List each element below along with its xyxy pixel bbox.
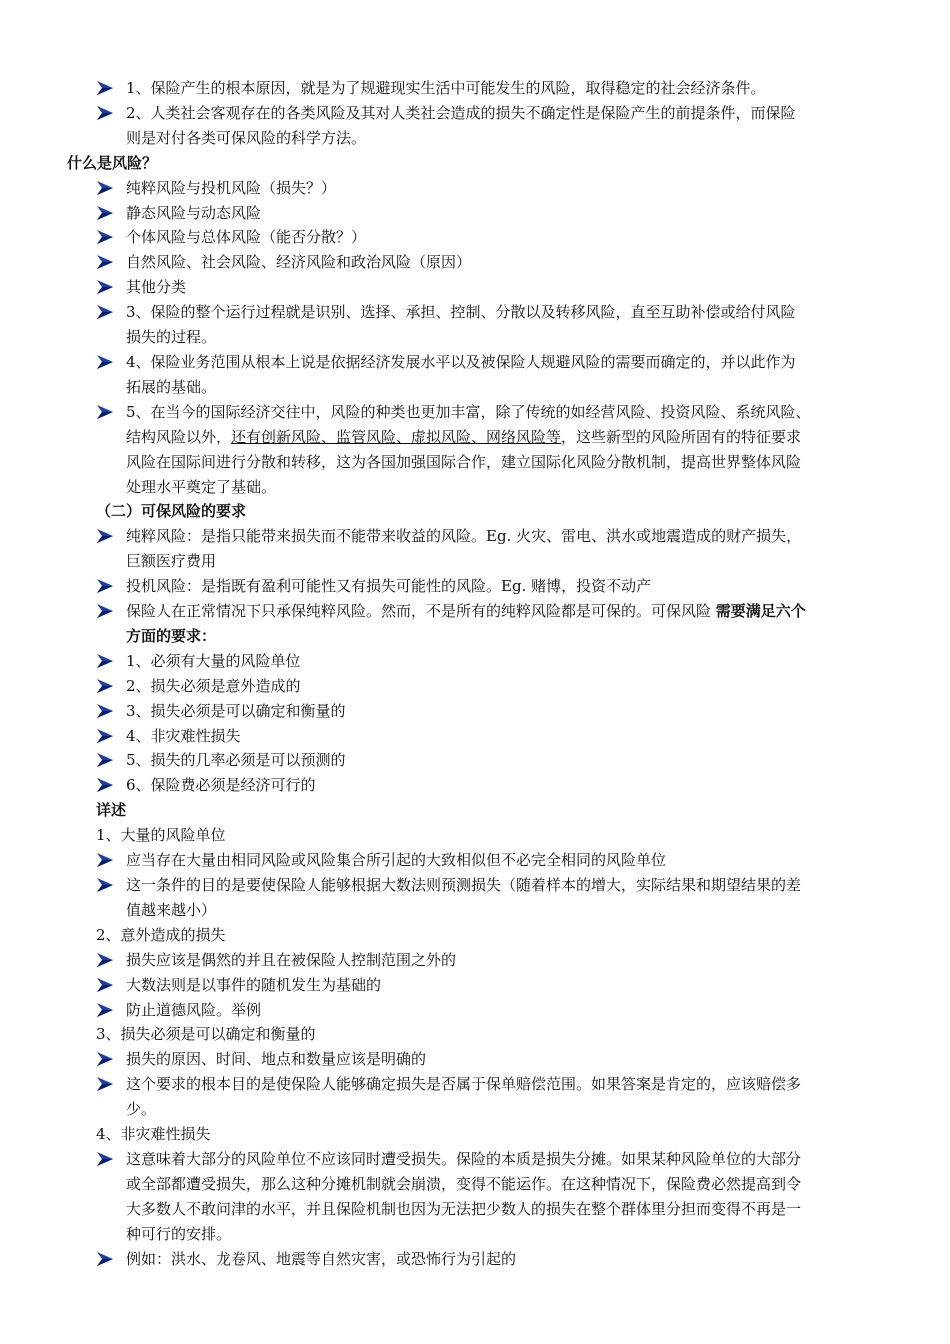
line-text: 2、意外造成的损失 bbox=[96, 925, 226, 944]
arrowhead-bullet-icon bbox=[96, 777, 114, 793]
bullet-line bbox=[0, 250, 950, 275]
line-text: 保险人在正常情况下只承保纯粹风险。然而，不是所有的纯粹风险都是可保的。可保风险 bbox=[126, 602, 716, 621]
arrowhead-bullet-icon bbox=[96, 180, 114, 196]
numbered-subheading bbox=[0, 923, 950, 948]
bullet-line bbox=[0, 101, 950, 126]
line-text: 拓展的基础。 bbox=[126, 377, 217, 396]
line-text: 3、损失必须是可以确定和衡量的 bbox=[126, 701, 346, 720]
bullet-line bbox=[0, 275, 950, 300]
underlined-text: 还有创新风险、监管风险、虚拟风险、网络风险等 bbox=[231, 427, 562, 446]
line-text: 结构风险以外， bbox=[126, 427, 232, 446]
bullet-line bbox=[0, 599, 950, 624]
bullet-line bbox=[0, 848, 950, 873]
bullet-line bbox=[0, 201, 950, 226]
arrowhead-bullet-icon bbox=[96, 1251, 114, 1267]
bullet-line bbox=[0, 773, 950, 798]
line-text: 自然风险、社会风险、经济风险和政治风险（原因） bbox=[126, 253, 472, 272]
bullet-line bbox=[0, 649, 950, 674]
arrowhead-bullet-icon bbox=[96, 1051, 114, 1067]
numbered-subheading bbox=[0, 1122, 950, 1147]
line-text: 3、保险的整个运行过程就是识别、选择、承担、控制、分散以及转移风险，直至互助补偿或给付风险 bbox=[126, 303, 796, 322]
line-text: 大数法则是以事件的随机发生为基础的 bbox=[126, 975, 382, 994]
line-text: 投机风险：是指既有盈利可能性又有损失可能性的风险。Eg. 赌博，投资不动产 bbox=[126, 577, 652, 596]
line-text: 4、保险业务范围从根本上说是依据经济发展水平以及被保险人规避风险的需要而确定的，并以此作为 bbox=[126, 352, 796, 371]
continuation-line bbox=[0, 450, 950, 475]
line-text: 损失的原因、时间、地点和数量应该是明确的 bbox=[126, 1050, 427, 1069]
line-text: 少。 bbox=[126, 1100, 157, 1119]
line-text: 1、大量的风险单位 bbox=[96, 826, 226, 845]
continuation-line bbox=[0, 1222, 950, 1247]
continuation-line bbox=[0, 475, 950, 500]
line-text: 这一条件的目的是要使保险人能够根据大数法则预测损失（随着样本的增大，实际结果和期望结果的差 bbox=[126, 876, 802, 894]
bullet-line bbox=[0, 1047, 950, 1072]
bullet-line bbox=[0, 225, 950, 250]
bullet-line bbox=[0, 176, 950, 201]
line-text: 其他分类 bbox=[126, 278, 187, 297]
line-text: 5、损失的几率必须是可以预测的 bbox=[126, 751, 346, 770]
line-text: 1、必须有大量的风险单位 bbox=[126, 651, 301, 670]
line-text: 损失应该是偶然的并且在被保险人控制范围之外的 bbox=[126, 950, 457, 969]
line-text: 风险在国际间进行分散和转移，这为各国加强国际合作，建立国际化风险分散机制，提高世界整体风险 bbox=[126, 452, 802, 471]
numbered-subheading bbox=[0, 823, 950, 848]
bold-text: 需要满足六个 bbox=[715, 602, 806, 621]
line-text: 这意味着大部分的风险单位不应该同时遭受损失。保险的本质是损失分摊。如果某种风险单位的大部分 bbox=[126, 1149, 802, 1168]
arrowhead-bullet-icon bbox=[96, 279, 114, 295]
arrowhead-bullet-icon bbox=[96, 1002, 114, 1018]
line-text: 值越来越小） bbox=[126, 900, 217, 919]
bullet-line bbox=[0, 1147, 950, 1172]
continuation-line bbox=[0, 425, 950, 450]
bullet-line bbox=[0, 524, 950, 549]
line-text: 4、非灾难性损失 bbox=[96, 1125, 211, 1144]
line-text: 4、非灾难性损失 bbox=[126, 726, 241, 745]
continuation-line bbox=[0, 1097, 950, 1122]
arrowhead-bullet-icon bbox=[96, 354, 114, 370]
continuation-line bbox=[0, 624, 950, 649]
bullet-line bbox=[0, 998, 950, 1023]
line-text: 大多数人不敢问津的水平，并且保险机制也因为无法把少数人的损失在整个群体里分担而变得不再是一 bbox=[126, 1199, 802, 1218]
arrowhead-bullet-icon bbox=[96, 229, 114, 245]
document-body bbox=[0, 76, 950, 1272]
arrowhead-bullet-icon bbox=[96, 952, 114, 968]
continuation-line bbox=[0, 325, 950, 350]
bullet-line bbox=[0, 400, 950, 425]
arrowhead-bullet-icon bbox=[96, 80, 114, 96]
arrowhead-bullet-icon bbox=[96, 703, 114, 719]
line-text: 处理水平奠定了基础。 bbox=[126, 477, 277, 496]
continuation-line bbox=[0, 898, 950, 923]
bullet-line bbox=[0, 873, 950, 898]
line-text: （二）可保风险的要求 bbox=[96, 502, 247, 521]
line-text: 详述 bbox=[96, 801, 127, 820]
bullet-line bbox=[0, 574, 950, 599]
section-heading bbox=[0, 151, 950, 176]
bullet-line bbox=[0, 1247, 950, 1272]
continuation-line bbox=[0, 375, 950, 400]
line-text: 纯粹风险：是指只能带来损失而不能带来收益的风险。Eg. 火灾、雷电、洪水或地震造成的财产损失， bbox=[126, 527, 802, 546]
arrowhead-bullet-icon bbox=[96, 877, 114, 893]
continuation-line bbox=[0, 126, 950, 151]
section-heading bbox=[0, 798, 950, 823]
bullet-line bbox=[0, 973, 950, 998]
bullet-line bbox=[0, 748, 950, 773]
bold-text: 方面的要求： bbox=[126, 626, 217, 645]
bullet-line bbox=[0, 724, 950, 749]
line-text: 个体风险与总体风险（能否分散？） bbox=[126, 228, 367, 247]
arrowhead-bullet-icon bbox=[96, 852, 114, 868]
line-text: 静态风险与动态风险 bbox=[126, 203, 262, 222]
arrowhead-bullet-icon bbox=[96, 254, 114, 270]
arrowhead-bullet-icon bbox=[96, 528, 114, 544]
bullet-line bbox=[0, 1072, 950, 1097]
line-text: 6、保险费必须是经济可行的 bbox=[126, 776, 316, 795]
continuation-line bbox=[0, 1197, 950, 1222]
line-text: 巨额医疗费用 bbox=[126, 552, 217, 571]
line-text: 这个要求的根本目的是使保险人能够确定损失是否属于保单赔偿范围。如果答案是肯定的，应该赔偿多 bbox=[126, 1075, 802, 1094]
line-text: 应当存在大量由相同风险或风险集合所引起的大致相似但不必完全相同的风险单位 bbox=[126, 851, 667, 870]
line-text: 损失的过程。 bbox=[126, 328, 217, 347]
arrowhead-bullet-icon bbox=[96, 205, 114, 221]
line-text: 纯粹风险与投机风险（损失？） bbox=[126, 178, 337, 197]
line-text: 3、损失必须是可以确定和衡量的 bbox=[96, 1025, 316, 1044]
arrowhead-bullet-icon bbox=[96, 752, 114, 768]
arrowhead-bullet-icon bbox=[96, 728, 114, 744]
numbered-subheading bbox=[0, 1022, 950, 1047]
line-text: 防止道德风险。举例 bbox=[126, 1000, 262, 1019]
arrowhead-bullet-icon bbox=[96, 1076, 114, 1092]
arrowhead-bullet-icon bbox=[96, 977, 114, 993]
line-text: ，这些新型的风险所固有的特征要求 bbox=[561, 427, 802, 446]
bullet-line bbox=[0, 350, 950, 375]
arrowhead-bullet-icon bbox=[96, 304, 114, 320]
arrowhead-bullet-icon bbox=[96, 578, 114, 594]
arrowhead-bullet-icon bbox=[96, 603, 114, 619]
bullet-line bbox=[0, 674, 950, 699]
continuation-line bbox=[0, 1172, 950, 1197]
line-text: 1、保险产生的根本原因，就是为了规避现实生活中可能发生的风险，取得稳定的社会经济条件。 bbox=[126, 79, 766, 97]
line-text: 什么是风险？ bbox=[67, 153, 158, 172]
arrowhead-bullet-icon bbox=[96, 678, 114, 694]
continuation-line bbox=[0, 549, 950, 574]
bullet-line bbox=[0, 948, 950, 973]
section-heading bbox=[0, 499, 950, 524]
arrowhead-bullet-icon bbox=[96, 404, 114, 420]
line-text: 2、损失必须是意外造成的 bbox=[126, 676, 301, 695]
line-text: 例如：洪水、龙卷风、地震等自然灾害，或恐怖行为引起的 bbox=[126, 1249, 517, 1268]
arrowhead-bullet-icon bbox=[96, 1151, 114, 1167]
line-text: 或全部都遭受损失，那么这种分摊机制就会崩溃，变得不能运作。在这种情况下，保险费必然提高到令 bbox=[126, 1174, 802, 1193]
arrowhead-bullet-icon bbox=[96, 653, 114, 669]
line-text: 2、人类社会客观存在的各类风险及其对人类社会造成的损失不确定性是保险产生的前提条件，而保险 bbox=[126, 103, 796, 122]
bullet-line bbox=[0, 300, 950, 325]
arrowhead-bullet-icon bbox=[96, 105, 114, 121]
bullet-line bbox=[0, 699, 950, 724]
bullet-line bbox=[0, 76, 950, 101]
line-text: 种可行的安排。 bbox=[126, 1224, 232, 1243]
line-text: 5、在当今的国际经济交往中，风险的种类也更加丰富，除了传统的如经营风险、投资风险、系统风险、 bbox=[126, 402, 811, 421]
line-text: 则是对付各类可保风险的科学方法。 bbox=[126, 128, 367, 147]
